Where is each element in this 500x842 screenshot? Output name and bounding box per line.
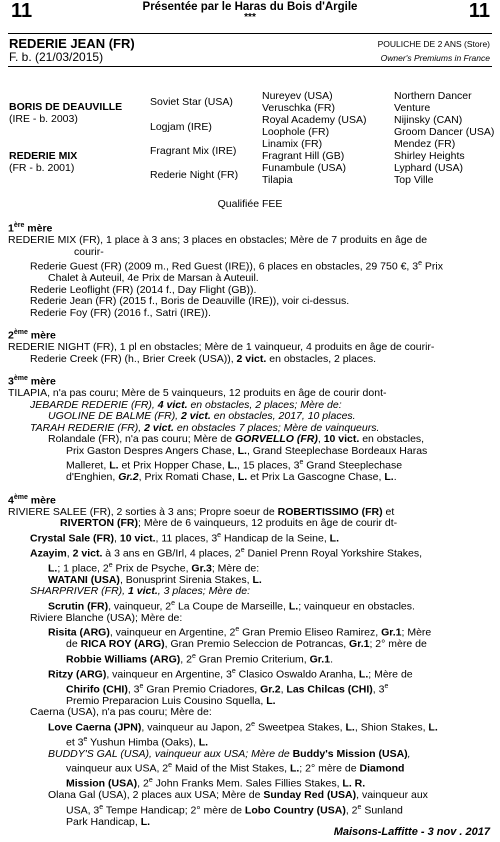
line: Robbie Williams (ARG), 2e Gran Premio Criterium, Gr.1. [66, 652, 333, 665]
sire-name: BORIS DE DEAUVILLE [9, 101, 123, 113]
line: courir- [74, 245, 104, 258]
line: Risita (ARG), vainqueur en Argentine, 2e Gran Premio Eliseo Ramirez, Gr.1; Mère [48, 626, 432, 639]
line: BUDDY'S GAL (USA), vainqueur aux USA; Mère de Buddy's Mission (USA), [48, 747, 411, 760]
gen2-item: Rederie Night (FR) [150, 169, 239, 181]
horse-category: POULICHE DE 2 ANS (Store) [377, 39, 490, 49]
gen3-item: Veruschka (FR) [262, 102, 335, 114]
line: TILAPIA, n'a pas couru; Mère de 5 vainqueurs, 12 produits en âge de courir dont- [8, 387, 387, 399]
line: Rederie Guest (FR) (2009 m., Red Guest (IRE)), 6 places en obstacles, 29 750 €, 3e Prix [30, 260, 444, 273]
line: Azayim, 2 vict. à 3 ans en GB/Irl, 4 places, 2e Daniel Prenn Royal Yorkshire Stakes, [30, 546, 423, 559]
line: vainqueur aux USA, 2e Maid of the Mist Stakes, L.; 2° mère de Diamond [66, 762, 405, 775]
stars-line: *** [244, 12, 256, 23]
line: Malleret, L. et Prix Hopper Chase, L., 15 places, 3e Grand Steeplechase [66, 459, 403, 472]
line: et 3e Yushun Himba (Oaks), L. [66, 735, 209, 748]
header-rule [8, 66, 492, 67]
line: Premio Preparacion Luis Cousino Squella, L. [66, 694, 276, 707]
line: Rolandale (FR), n'a pas couru; Mère de GORVELLO (FR), 10 vict. en obstacles, [48, 433, 425, 445]
line: REDERIE NIGHT (FR), 1 pl en obstacles; Mère de 1 vainqueur, 4 produits en âge de courir- [8, 341, 435, 353]
line: Scrutin (FR), vainqueur, 2e La Coupe de Marseille, L.; vainqueur en obstacles. [48, 599, 415, 612]
gen4-item: Groom Dancer (USA) [394, 126, 495, 138]
gen2-item: Fragrant Mix (IRE) [150, 145, 237, 157]
sire-info: (IRE - b. 2003) [9, 113, 78, 125]
qualification: Qualifiée FEE [217, 198, 283, 210]
footer-venue-date: Maisons-Laffitte - 3 nov . 2017 [333, 826, 490, 838]
gen4-item: Top Ville [394, 174, 434, 186]
gen3-item: Nureyev (USA) [262, 90, 333, 102]
line: Rederie Leoflight (FR) (2014 f., Day Flight (GB)). [30, 283, 257, 296]
section-heading-3: 3ème mère [8, 375, 56, 388]
line: Rederie Foy (FR) (2016 f., Satri (IRE)). [30, 306, 211, 319]
line: L.; 1 place, 2e Prix de Psyche, Gr.3; Mère de: [48, 561, 260, 574]
line: TARAH REDERIE (FR), 2 vict. en obstacles 7 places; Mère de vainqueurs. [30, 421, 380, 434]
family-body [8, 220, 492, 828]
line: Park Handicap, L. [66, 815, 151, 828]
section-heading-2: 2ème mère [8, 329, 56, 342]
gen3-item: Fragrant Hill (GB) [262, 150, 345, 162]
dam-paragraph: REDERIE MIX (FR), 1 place à 3 ans; 3 places en obstacles; Mère de 7 produits en âge de [8, 234, 428, 246]
line: JEBARDE REDERIE (FR), 4 vict. en obstacles, 2 places; Mère de: [30, 398, 342, 411]
line: Chalet à Auteuil, 4e Prix de Marsan à Auteuil. [48, 272, 259, 284]
section-heading-1: 1ère mère [8, 222, 53, 235]
owner-premium: Owner's Premiums in France [380, 53, 490, 63]
gen3-item: Funambule (USA) [262, 162, 347, 174]
line: RIVERTON (FR); Mère de 6 vainqueurs, 12 produits en âge de courir dt- [60, 517, 398, 529]
line: Mission (USA), 2e John Franks Mem. Sales Fillies Stakes, L. R. [66, 777, 366, 790]
line: Riviere Blanche (USA); Mère de: [30, 611, 183, 624]
lot-number: 11 [11, 0, 33, 22]
gen3-item: Royal Academy (USA) [262, 114, 367, 126]
gen2-item: Logjam (IRE) [150, 121, 212, 133]
line: Rederie Creek (FR) (h., Brier Creek (USA)), 2 vict. en obstacles, 2 places. [30, 352, 377, 365]
line: Crystal Sale (FR), 10 vict., 11 places, 3e Handicap de la Seine, L. [30, 531, 339, 544]
lot-number-right: 11 [468, 0, 490, 22]
horse-details: F. b. (21/03/2015) [9, 50, 104, 64]
gen2-item: Soviet Star (USA) [150, 96, 233, 108]
dam-info: (FR - b. 2001) [9, 162, 75, 174]
gen4-item: Shirley Heights [394, 150, 465, 162]
dam-name: REDERIE MIX [9, 150, 78, 162]
line: Love Caerna (JPN), vainqueur au Japon, 2e Sweetpea Stakes, L., Shion Stakes, L. [48, 720, 438, 733]
top-rule [8, 33, 492, 34]
gen3-item: Loophole (FR) [262, 126, 330, 138]
line: WATANI (USA), Bonusprint Sirenia Stakes, L. [48, 573, 262, 586]
gen4-item: Mendez (FR) [394, 138, 456, 150]
line: SHARPRIVER (FR), 1 vict., 3 places; Mère de: [30, 585, 251, 597]
gen4-item: Nijinsky (CAN) [394, 114, 463, 126]
gen4-item: Lyphard (USA) [394, 162, 464, 174]
horse-name: REDERIE JEAN (FR) [9, 36, 135, 51]
line: d'Enghien, Gr.2, Prix Romati Chase, L. et Prix La Gascogne Chase, L.. [66, 471, 397, 483]
gen3-item: Tilapia [262, 174, 293, 186]
line: Prix Gaston Despres Angers Chase, L., Grand Steeplechase Bordeaux Haras [66, 444, 428, 457]
gen4-item: Venture [394, 102, 431, 114]
line: Chirifo (CHI), 3e Gran Premio Criadores, Gr.2, Las Chilcas (CHI), 3e [66, 682, 389, 695]
line: Caerna (USA), n'a pas couru; Mère de: [30, 706, 212, 718]
line: RIVIERE SALEE (FR), 2 sorties à 3 ans; Propre soeur de ROBERTISSIMO (FR) et [8, 505, 395, 518]
section-heading-4: 4ème mère [8, 493, 56, 506]
line: Olana Gal (USA), 2 places aux USA; Mère de Sunday Red (USA), vainqueur aux [48, 789, 428, 801]
line: Rederie Jean (FR) (2015 f., Boris de Deauville (IRE)), voir ci-dessus. [30, 295, 350, 307]
presenter-line: Présentée par le Haras du Bois d'Argile [142, 1, 358, 13]
gen4-item: Northern Dancer [394, 90, 472, 102]
gen3-item: Linamix (FR) [262, 138, 323, 150]
line: UGOLINE DE BALME (FR), 2 vict. en obstacles, 2017, 10 places. [48, 410, 356, 422]
line: USA, 3e Tempe Handicap; 2° mère de Lobo Country (USA), 2e Sunland [66, 803, 403, 816]
line: de RICA ROY (ARG), Gran Premio Seleccion de Potrancas, Gr.1; 2° mère de [66, 638, 427, 650]
line: Ritzy (ARG), vainqueur en Argentine, 3e Clasico Oswaldo Aranha, L.; Mère de [48, 667, 413, 680]
